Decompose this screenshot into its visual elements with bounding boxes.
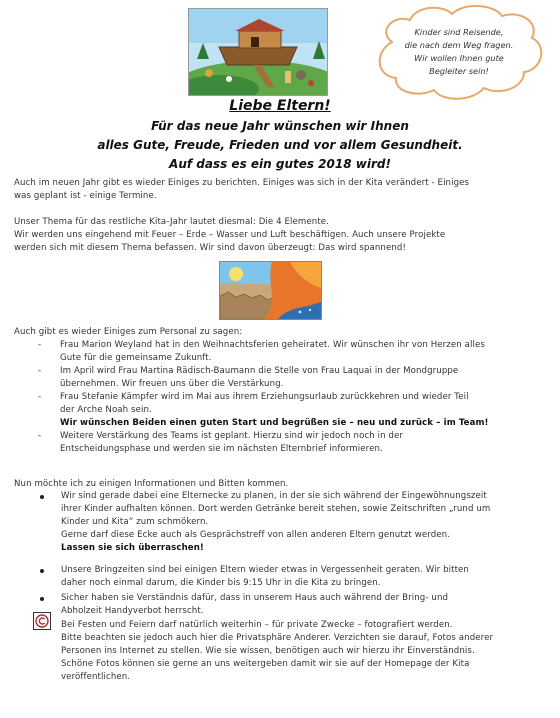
dash-bullet: -	[38, 392, 42, 402]
text-line: Frau Stefanie Kämpfer wird im Mai aus ihrem Erziehungsurlaub zurückkehren und wieder Teil	[60, 392, 469, 402]
text-line: werden sich mit diesem Thema befassen. Wir sind davon überzeugt: Das wird spannend!	[14, 243, 407, 253]
four-elements-illustration	[219, 261, 322, 320]
quote-text	[384, 26, 534, 78]
info-intro: Nun möchte ich zu einigen Informationen und Bitten kommen.	[14, 479, 289, 489]
bullet-point	[40, 597, 44, 601]
text-line: Bei Festen und Feiern darf natürlich weiterhin – für private Zwecke – fotografiert werden.	[61, 620, 453, 630]
text-line: Wir sind gerade dabei eine Elternecke zu planen, in der sie sich während der Eingewöhnungszeit	[61, 491, 487, 501]
text-line: Im April wird Frau Martina Rädisch-Baumann die Stelle von Frau Laquai in der Mondgruppe	[60, 366, 459, 376]
personal-list	[38, 339, 548, 456]
bullet-point	[40, 569, 44, 573]
text-line: Gute für die gemeinsame Zukunft.	[60, 353, 212, 363]
text-line: Auch im neuen Jahr gibt es wieder Einiges zu berichten. Einiges was sich in der Kita verändert - Einiges	[14, 178, 470, 188]
text-line: Personen ins Internet zu stellen. Wie sie wissen, benötigen auch wir hierzu ihr Einverständnis.	[61, 646, 475, 656]
list-item	[38, 391, 548, 417]
text-line: Unser Thema für das restliche Kita-Jahr lautet diesmal: Die 4 Elemente.	[14, 217, 330, 227]
noahs-ark-illustration	[188, 8, 328, 96]
text-line: Frau Marion Weyland hat in den Weihnachtsferien geheiratet. Wir wünschen ihr von Herzen alles	[60, 340, 485, 350]
quote-line: Wir wollen Ihnen gute	[414, 53, 504, 63]
text-line: Sicher haben sie Verständnis dafür, dass in unserem Haus auch während der Bring- und	[61, 593, 449, 603]
list-item	[38, 339, 548, 365]
text-line: Gerne darf diese Ecke auch als Gesprächstreff von allen anderen Eltern genutzt werden.	[61, 530, 451, 540]
text-line: Unsere Bringzeiten sind bei einigen Eltern wieder etwas in Vergessenheit geraten. Wir bitten	[61, 565, 469, 575]
text-line: Kinder und Kita“ zum schmökern.	[61, 517, 209, 527]
bullet-point	[40, 495, 44, 499]
text-line: daher noch einmal darum, die Kinder bis 9:15 Uhr in die Kita zu bringen.	[61, 578, 381, 588]
quote-line: Kinder sind Reisende,	[414, 27, 504, 37]
copyright-icon	[33, 612, 51, 630]
text-line: Weitere Verstärkung des Teams ist geplant. Hierzu sind wir jedoch noch in der	[60, 431, 404, 441]
list-item	[38, 365, 548, 391]
info-item-phone-ban	[61, 592, 551, 618]
intro-paragraph	[14, 177, 544, 203]
text-line: Wir werden uns eingehend mit Feuer – Erde – Wasser und Luft beschäftigen. Auch unsere Projekte	[14, 230, 446, 240]
greeting-line: Auf dass es ein gutes 2018 wird!	[169, 157, 391, 171]
team-wish: Wir wünschen Beiden einen guten Start und begrüßen sie – neu und zurück – im Team!	[60, 418, 489, 428]
surprise-note: Lassen sie sich überraschen!	[61, 543, 204, 553]
info-item-drop-off-times	[61, 564, 551, 590]
list-item	[38, 430, 548, 456]
greeting-line: Für das neue Jahr wünschen wir Ihnen	[151, 119, 409, 133]
text-line: Abholzeit Handyverbot herrscht.	[61, 606, 204, 616]
theme-paragraph	[14, 216, 544, 255]
text-line: der Arche Noah sein.	[60, 405, 152, 415]
dash-bullet: -	[38, 340, 42, 350]
quote-line: die nach dem Weg fragen.	[404, 40, 514, 50]
letter-heading: Liebe Eltern!	[229, 98, 331, 114]
text-line: Schöne Fotos können sie gerne an uns weitergeben damit wir sie auf der Homepage der Kita	[61, 659, 470, 669]
personal-intro: Auch gibt es wieder Einiges zum Personal zu sagen:	[14, 327, 243, 337]
quote-line: Begleiter sein!	[429, 66, 489, 76]
text-line: ihrer Kinder aufhalten können. Dort werden Getränke bereit stehen, sowie Zeitschriften „rund um	[61, 504, 491, 514]
text-line: Bitte beachten sie jedoch auch hier die Privatsphäre Anderer. Verzichten sie darauf, Fotos anderer	[61, 633, 494, 643]
dash-bullet: -	[38, 366, 42, 376]
text-line: veröffentlichen.	[61, 672, 131, 682]
dash-bullet: -	[38, 431, 42, 441]
greeting-line: alles Gute, Freude, Frieden und vor allem Gesundheit.	[97, 138, 463, 152]
text-line: was geplant ist - einige Termine.	[14, 191, 157, 201]
info-item-parents-corner	[61, 490, 551, 555]
info-item-photos	[61, 619, 551, 684]
text-line: übernehmen. Wir freuen uns über die Verstärkung.	[60, 379, 284, 389]
text-line: Entscheidungsphase und werden sie im nächsten Elternbrief informieren.	[60, 444, 383, 454]
